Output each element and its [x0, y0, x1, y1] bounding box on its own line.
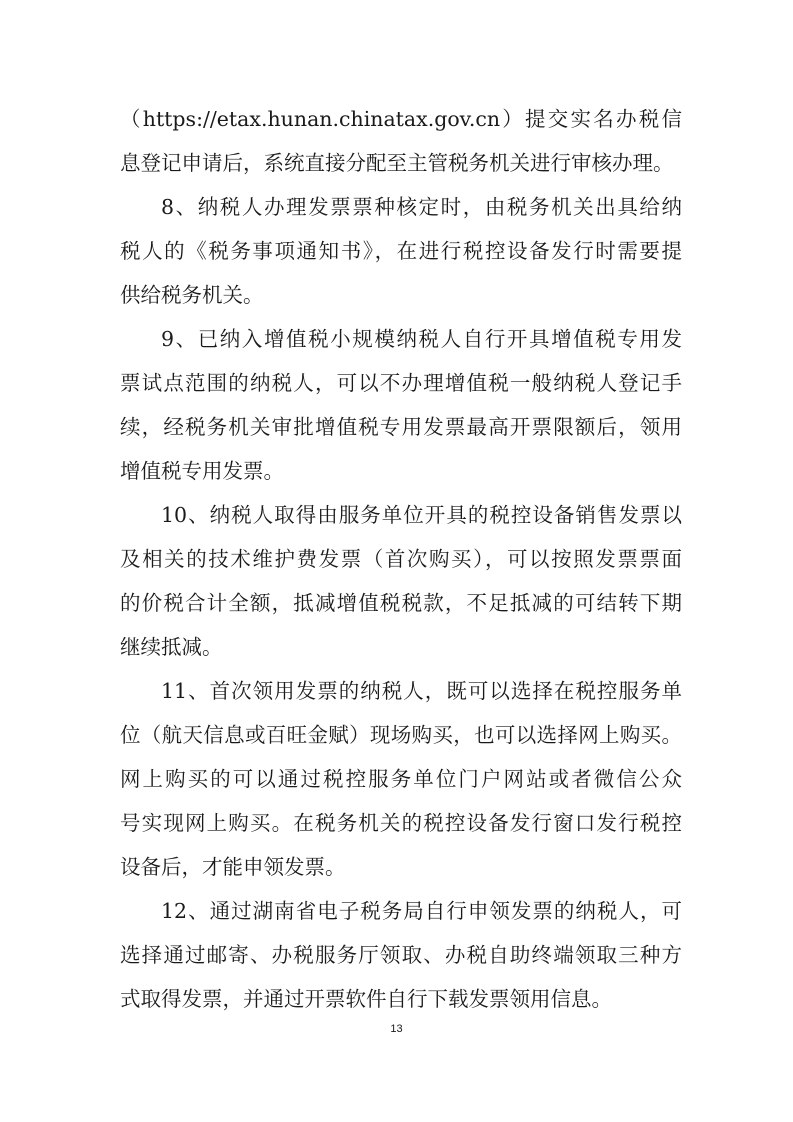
text-line: 票试点范围的纳税人，可以不办理增值税一般纳税人登记手 — [120, 371, 682, 395]
paragraph-11 — [120, 669, 682, 889]
text-line: 式取得发票，并通过开票软件自行下载发票领用信息。 — [120, 987, 612, 1011]
text-line: 网上购买的可以通过税控服务单位门户网站或者微信公众 — [120, 767, 682, 791]
text-line: （https://etax.hunan.chinatax.gov.cn）提交实名办税信 — [120, 107, 682, 131]
text-line: 11、首次领用发票的纳税人，既可以选择在税控服务单 — [161, 679, 682, 703]
paragraph-12 — [120, 889, 682, 1021]
text-line: 选择通过邮寄、办税服务厅领取、办税自助终端领取三种方 — [120, 943, 682, 967]
text-line: 10、纳税人取得由服务单位开具的税控设备销售发票以 — [161, 503, 682, 527]
text-line: 增值税专用发票。 — [120, 459, 284, 483]
text-line: 9、已纳入增值税小规模纳税人自行开具增值税专用发 — [161, 327, 682, 351]
text-line: 号实现网上购买。在税务机关的税控设备发行窗口发行税控 — [120, 811, 682, 835]
text-line: 12、通过湖南省电子税务局自行申领发票的纳税人，可 — [161, 899, 682, 923]
text-line: 息登记申请后，系统直接分配至主管税务机关进行审核办理。 — [120, 151, 674, 175]
paragraph-10 — [120, 493, 682, 669]
text-line: 继续抵减。 — [120, 635, 223, 659]
text-line: 及相关的技术维护费发票（首次购买），可以按照发票票面 — [120, 547, 682, 571]
page-number: 13 — [390, 1023, 403, 1035]
text-line: 供给税务机关。 — [120, 283, 264, 307]
paragraph-8 — [120, 185, 682, 317]
text-line: 续，经税务机关审批增值税专用发票最高开票限额后，领用 — [120, 415, 682, 439]
body-text — [120, 97, 682, 1021]
text-line: 设备后，才能申领发票。 — [120, 855, 346, 879]
text-line: 位（航天信息或百旺金赋）现场购买，也可以选择网上购买。 — [120, 723, 682, 747]
text-line: 8、纳税人办理发票票种核定时，由税务机关出具给纳 — [161, 195, 682, 219]
text-line: 的价税合计全额，抵减增值税税款，不足抵减的可结转下期 — [120, 591, 682, 615]
paragraph-9 — [120, 317, 682, 493]
text-line: 税人的《税务事项通知书》，在进行税控设备发行时需要提 — [120, 239, 682, 263]
paragraph-7-continued — [120, 97, 682, 185]
